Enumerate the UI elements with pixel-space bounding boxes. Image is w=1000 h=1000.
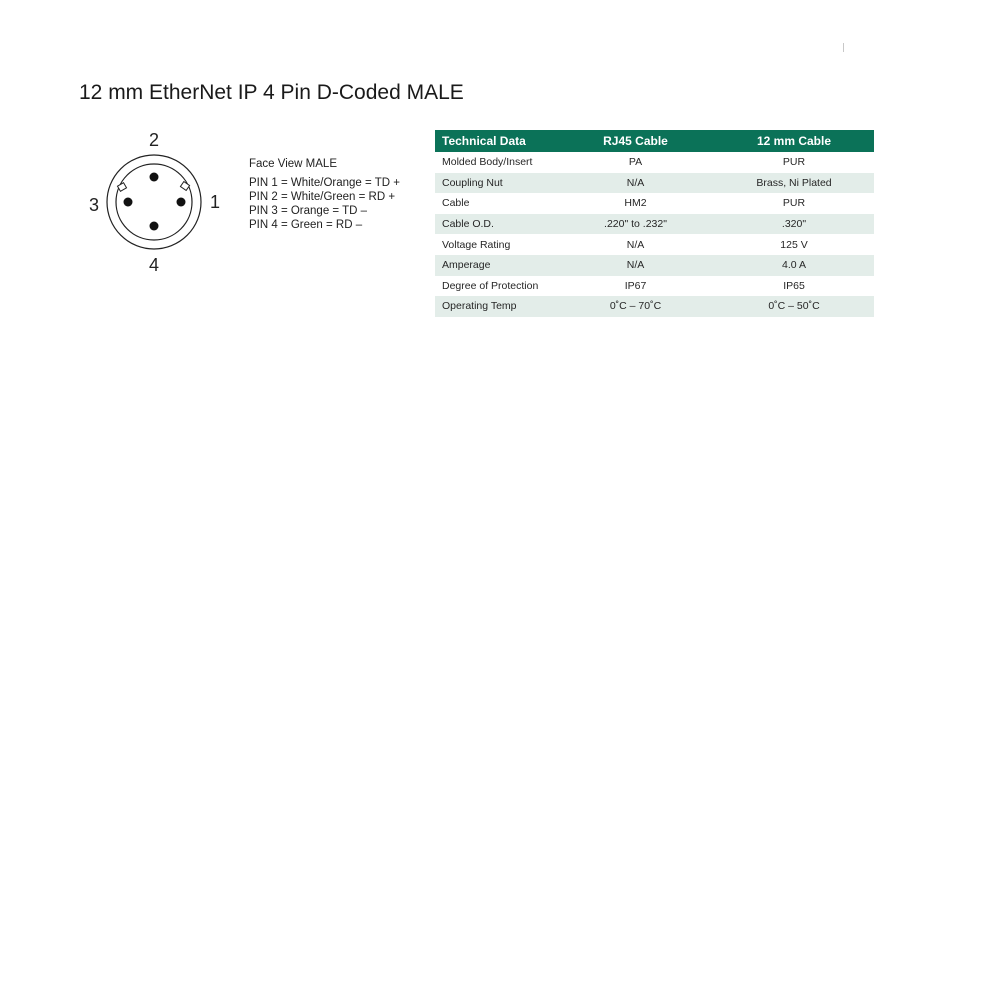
table-row (435, 255, 874, 276)
connector-face-svg (84, 126, 230, 276)
rj45-value: N/A (557, 173, 714, 194)
12mm-value: 0˚C – 50˚C (714, 296, 874, 317)
rj45-value: HM2 (557, 193, 714, 214)
pin-1-dot (177, 198, 186, 207)
pin-2-dot (150, 173, 159, 182)
legend-pin-3: PIN 3 = Orange = TD – (249, 205, 368, 217)
table-row (435, 234, 874, 255)
12mm-value: .320" (714, 214, 874, 235)
12mm-value: PUR (714, 152, 874, 173)
pin-number-left: 3 (88, 195, 100, 215)
row-label: Molded Body/Insert (435, 152, 557, 173)
row-label: Coupling Nut (435, 173, 557, 194)
12mm-value: 125 V (714, 234, 874, 255)
12mm-value: IP65 (714, 276, 874, 297)
legend-pin-2: PIN 2 = White/Green = RD + (249, 191, 396, 203)
rj45-value: IP67 (557, 276, 714, 297)
row-label: Cable (435, 193, 557, 214)
pin-4-dot (150, 222, 159, 231)
table-header-row (435, 130, 874, 152)
rj45-value: .220" to .232" (557, 214, 714, 235)
pin-3-dot (124, 198, 133, 207)
row-label: Cable O.D. (435, 214, 557, 235)
legend-pin-1: PIN 1 = White/Orange = TD + (249, 177, 400, 189)
pin-number-bottom: 4 (148, 255, 160, 275)
legend-title: Face View MALE (249, 158, 337, 170)
table-row (435, 214, 874, 235)
12mm-value: PUR (714, 193, 874, 214)
header-rj45-cable: RJ45 Cable (557, 130, 714, 152)
table-row (435, 152, 874, 173)
table-row (435, 296, 874, 317)
pin-number-top: 2 (148, 130, 160, 150)
header-technical-data: Technical Data (435, 130, 557, 152)
header-12mm-cable: 12 mm Cable (714, 130, 874, 152)
pin-number-right: 1 (209, 192, 221, 212)
margin-tick-mark (843, 43, 844, 52)
rj45-value: 0˚C – 70˚C (557, 296, 714, 317)
table-row (435, 276, 874, 297)
12mm-value: 4.0 A (714, 255, 874, 276)
row-label: Voltage Rating (435, 234, 557, 255)
coding-key-right (180, 182, 189, 191)
rj45-value: PA (557, 152, 714, 173)
legend-pin-4: PIN 4 = Green = RD – (249, 219, 363, 231)
connector-outer-ring (107, 155, 201, 249)
row-label: Operating Temp (435, 296, 557, 317)
table-row (435, 173, 874, 194)
table-row (435, 193, 874, 214)
12mm-value: Brass, Ni Plated (714, 173, 874, 194)
rj45-value: N/A (557, 234, 714, 255)
pin-legend (249, 157, 400, 232)
rj45-value: N/A (557, 255, 714, 276)
page-title: 12 mm EtherNet IP 4 Pin D-Coded MALE (79, 81, 464, 104)
row-label: Degree of Protection (435, 276, 557, 297)
connector-face-diagram (84, 126, 230, 276)
coding-key-left (117, 183, 126, 192)
technical-data-table (435, 130, 874, 317)
row-label: Amperage (435, 255, 557, 276)
